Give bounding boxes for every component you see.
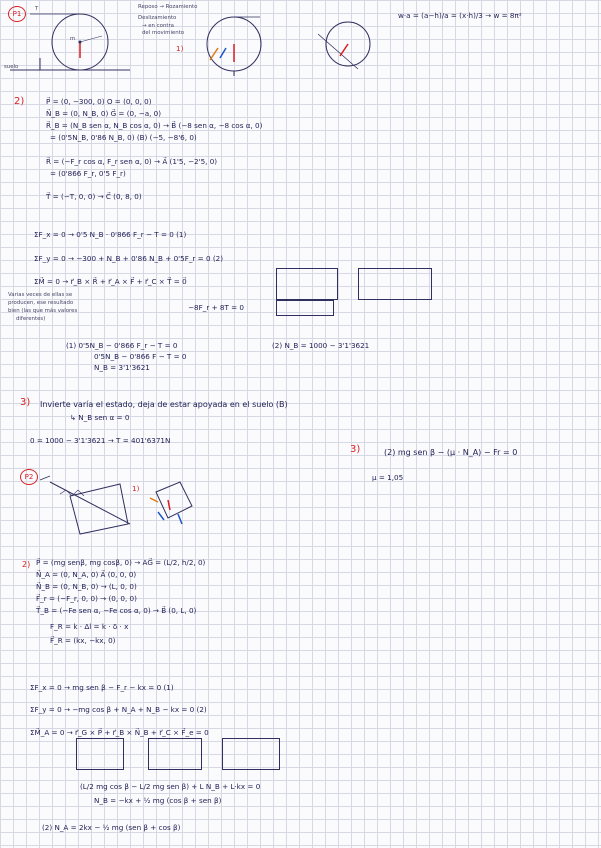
side-note-0: Varias veces de ellas se [8,292,73,298]
p2-section2-label: 2) [22,560,31,569]
problem2-diagram-incline [40,474,140,544]
problem2-diagram-fbd [140,474,200,534]
problem1-diagram-wheel [30,10,140,80]
tension-label-1: T [35,6,39,12]
p1-line-14: (2) N_B = 1000 − 3'1'3621 [272,341,370,350]
determinant-1 [276,268,338,300]
determinant-3 [276,300,334,316]
p1-line-7: ΣF_x = 0 → 0'5 N_B · 0'866 F_r − T = 0 (1) [34,230,187,239]
p2-line-1: N⃗_A = (0, N_A, 0) A⃗ (0, 0, 0) [36,570,137,579]
p2-line-7: ΣF_x = 0 → mg sen β − F_r − kx = 0 (1) [30,683,174,692]
p2-determinant-3 [222,738,280,770]
p1-line-1: N⃗_B = (0, N_B, 0) G⃗ = (0, −a, 0) [46,109,162,118]
p1-section2-label: 2) [14,96,25,107]
note-line-0: Reposo → Rozamiento [138,4,198,10]
section3b-label: 3) [350,444,361,455]
p2-part-label: 1) [132,484,140,493]
side-note-3: diferentes) [16,316,46,322]
determinant-2 [358,268,432,300]
p2-line-12: (2) N_A = 2kx − ½ mg (sen β + cos β) [42,823,181,832]
p2-determinant-1 [76,738,124,770]
p1-line-9: ΣM⃗ = 0 → r⃗_B × R⃗ + r⃗_A × F⃗ + r⃗_C × T⃗ = 0⃗ [34,277,187,286]
p1-line-11: (1) 0'5N_B − 0'866 F_r − T = 0 [66,341,178,350]
note-line-2: → en contra [142,23,174,29]
p1-line-12: 0'5N_B − 0'866 F − T = 0 [94,352,187,361]
p2-line-5: F_R = k · Δl = k · δ · x [50,622,129,631]
section3-label: 3) [20,397,31,408]
p2-line-2: N⃗_B = (0, N_B, 0) → (L, 0, 0) [36,582,137,591]
problem1-label: P1 [8,6,26,22]
p2-line-0: P⃗ = (mg senβ, mg cosβ, 0) → AG⃗ = (L/2, h/2, 0) [36,558,206,567]
p2-line-11: N_B = −kx + ½ mg (cos β + sen β) [94,796,222,805]
p2-line-4: T⃗_B = (−Fe sen α, −Fe cos α, 0) → B⃗ (0, L, 0) [36,606,197,615]
p1-line-2: R⃗_B = (N_B sen α, N_B cos α, 0) → B⃗ (−8 sen α, −8 cos α, 0) [46,121,263,130]
p2-line-8: ΣF_y = 0 → −mg cos β + N_A + N_B − kx = 0 (2) [30,705,207,714]
part1-label: 1) [176,44,184,53]
p2-line-6: F⃗_R = (kx, −kx, 0) [50,636,116,645]
p1-line-0: P⃗ = (0, −300, 0) O = (0, 0, 0) [46,97,152,106]
problem2-label: P2 [20,469,38,485]
p2-line-10: (L/2 mg cos β − L/2 mg sen β) + L N_B + L·kx = 0 [80,782,261,791]
problem1-diagram-angle [318,14,378,74]
p1-line-4: R⃗ = (−F_r cos α, F_r sen α, 0) → A⃗ (1'5, −2'5, 0) [46,157,218,166]
p1-line-6: T⃗ = (−T, 0, 0) → C⃗ (0, 8, 0) [46,192,142,201]
section3b-mu: μ = 1,05 [372,473,404,482]
p1-line-5: = (0'866 F_r, 0'5 F_r) [50,169,126,178]
side-note-2: bien (las que más valores [8,308,78,314]
section3-sub: ↳ N_B sen α = 0 [70,413,130,422]
note-line-3: del movimiento [142,30,185,36]
problem1-diagram-fbd [200,10,270,80]
p1-line-3: = (0'5N_B, 0'86 N_B, 0) (B) (−5, −8'6, 0) [50,133,197,142]
note-line-1: Deslizamiento [138,15,177,21]
side-note-1: producen, ese resultado [8,300,74,306]
p2-line-3: F⃗_r = (−F_r, 0, 0) → (0, 0, 0) [36,594,137,603]
section3b-eq: (2) mg sen β − (μ · N_A) − Fr = 0 [384,448,518,457]
p1-line-10: −8F_r + 8T = 0 [188,303,244,312]
section3-result: 0 = 1000 − 3'1'3621 → T = 401'6371N [30,436,171,445]
section3-text: Invierte varía el estado, deja de estar apoyada en el suelo (B) [40,400,288,409]
mass-label: m [70,36,76,42]
ground-label: suelo [4,64,19,70]
p2-line-9: ΣM⃗_A = 0 → r⃗_G × P⃗ + r⃗_B × N⃗_B + r⃗_C × F⃗_e = 0 [30,728,209,737]
formula-right: w·a = (a−h)/a = (x·h)/3 → w = 8π² [398,11,522,20]
p2-determinant-2 [148,738,202,770]
p1-line-8: ΣF_y = 0 → −300 + N_B + 0'86 N_B + 0'5F_r = 0 (2) [34,254,224,263]
p1-line-13: N_B = 3'1'3621 [94,363,150,372]
